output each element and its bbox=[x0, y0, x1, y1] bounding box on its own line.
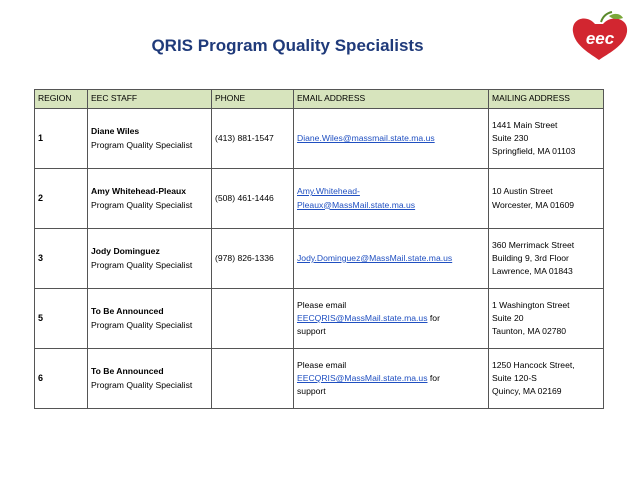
phone-cell: (978) 826-1336 bbox=[212, 229, 294, 289]
address-cell bbox=[489, 229, 604, 289]
specialists-table bbox=[34, 89, 604, 409]
staff-name: To Be Announced bbox=[91, 306, 164, 317]
email-cell bbox=[294, 229, 489, 289]
email-support-prefix: Please email bbox=[297, 299, 347, 310]
header-mailing-address: MAILING ADDRESS bbox=[489, 90, 604, 109]
address-cell bbox=[489, 169, 604, 229]
address-line: 1441 Main Street bbox=[492, 119, 558, 130]
address-line: 1250 Hancock Street, bbox=[492, 359, 575, 370]
table-row bbox=[35, 229, 604, 289]
email-link[interactable]: Diane.Wiles@massmail.state.ma.us bbox=[297, 132, 435, 143]
address-line: Worcester, MA 01609 bbox=[492, 199, 575, 210]
logo-text: eec bbox=[585, 29, 615, 48]
email-support-prefix: Please email bbox=[297, 359, 347, 370]
phone-cell bbox=[212, 349, 294, 409]
email-cell bbox=[294, 109, 489, 169]
staff-role: Program Quality Specialist bbox=[91, 199, 193, 210]
email-support-suffix: for bbox=[429, 312, 440, 323]
email-link[interactable]: Pleaux@MassMail.state.ma.us bbox=[297, 199, 416, 210]
eec-logo bbox=[565, 10, 631, 62]
address-line: 360 Merrimack Street bbox=[492, 239, 575, 250]
address-cell bbox=[489, 289, 604, 349]
staff-name: Jody Dominguez bbox=[91, 246, 160, 257]
staff-cell bbox=[88, 169, 212, 229]
table-row bbox=[35, 289, 604, 349]
table-row bbox=[35, 169, 604, 229]
page-title: QRIS Program Quality Specialists bbox=[151, 36, 424, 55]
address-line: Lawrence, MA 01843 bbox=[492, 266, 573, 277]
region-cell: 5 bbox=[35, 289, 88, 349]
staff-role: Program Quality Specialist bbox=[91, 379, 193, 390]
email-cell bbox=[294, 349, 489, 409]
staff-name: Amy Whitehead-Pleaux bbox=[91, 186, 187, 197]
email-cell bbox=[294, 169, 489, 229]
address-line: 10 Austin Street bbox=[492, 186, 553, 197]
table-header-row bbox=[35, 90, 604, 109]
address-cell bbox=[489, 349, 604, 409]
phone-cell: (413) 881-1547 bbox=[212, 109, 294, 169]
address-line: Building 9, 3rd Floor bbox=[492, 252, 569, 263]
phone-cell bbox=[212, 289, 294, 349]
email-support-suffix: for bbox=[429, 372, 440, 383]
address-line: 1 Washington Street bbox=[492, 299, 570, 310]
address-line: Suite 20 bbox=[492, 312, 524, 323]
staff-cell bbox=[88, 349, 212, 409]
staff-cell bbox=[88, 109, 212, 169]
email-link[interactable]: Jody.Dominguez@MassMail.state.ma.us bbox=[297, 252, 453, 263]
address-line: Springfield, MA 01103 bbox=[492, 146, 576, 157]
email-support-end: support bbox=[297, 386, 326, 397]
table-row bbox=[35, 109, 604, 169]
address-line: Taunton, MA 02780 bbox=[492, 326, 567, 337]
address-line: Quincy, MA 02169 bbox=[492, 386, 562, 397]
phone-cell: (508) 461-1446 bbox=[212, 169, 294, 229]
staff-name: To Be Announced bbox=[91, 366, 164, 377]
email-link[interactable]: Amy.Whitehead- bbox=[297, 186, 360, 197]
region-cell: 1 bbox=[35, 109, 88, 169]
address-line: Suite 230 bbox=[492, 132, 529, 143]
region-cell: 3 bbox=[35, 229, 88, 289]
staff-role: Program Quality Specialist bbox=[91, 319, 193, 330]
header-phone: PHONE bbox=[212, 90, 294, 109]
region-cell: 2 bbox=[35, 169, 88, 229]
staff-cell bbox=[88, 289, 212, 349]
staff-role: Program Quality Specialist bbox=[91, 139, 193, 150]
staff-role: Program Quality Specialist bbox=[91, 259, 193, 270]
region-cell: 6 bbox=[35, 349, 88, 409]
staff-name: Diane Wiles bbox=[91, 126, 140, 137]
staff-cell bbox=[88, 229, 212, 289]
email-link[interactable]: EECQRIS@MassMail.state.ma.us bbox=[297, 372, 428, 383]
header-eec-staff: EEC STAFF bbox=[88, 90, 212, 109]
address-line: Suite 120-S bbox=[492, 372, 537, 383]
email-link[interactable]: EECQRIS@MassMail.state.ma.us bbox=[297, 312, 428, 323]
table-row bbox=[35, 349, 604, 409]
header-region: REGION bbox=[35, 90, 88, 109]
header-email-address: EMAIL ADDRESS bbox=[294, 90, 489, 109]
email-support-end: support bbox=[297, 326, 326, 337]
address-cell bbox=[489, 109, 604, 169]
email-cell bbox=[294, 289, 489, 349]
